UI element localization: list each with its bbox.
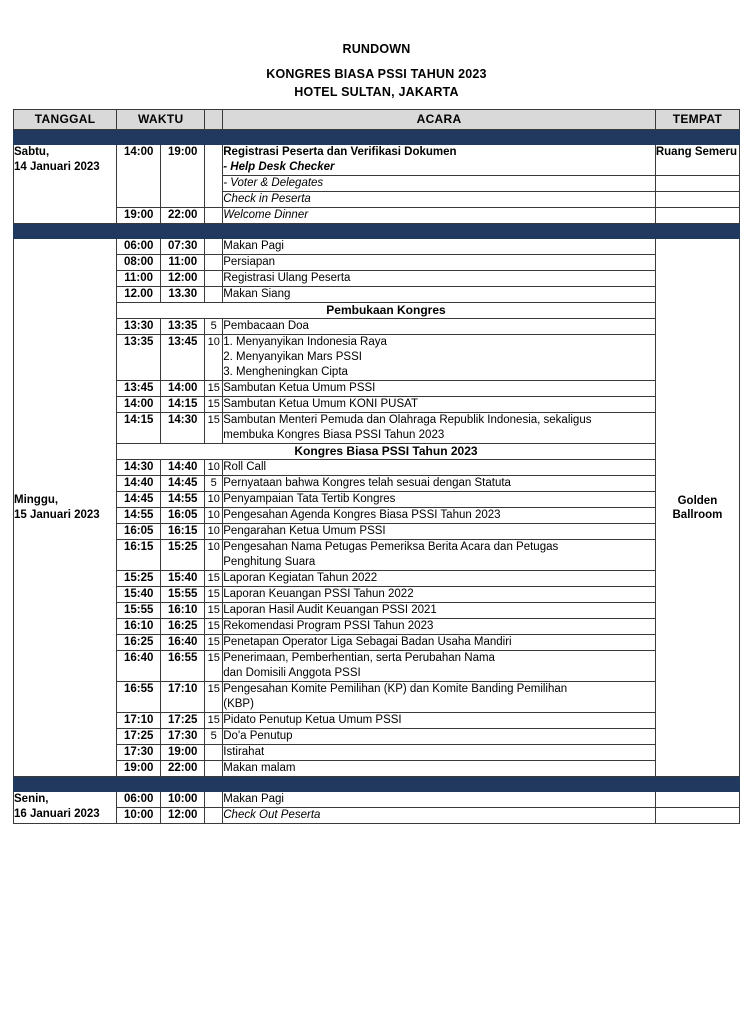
tempat-line-1: Golden (677, 494, 718, 507)
cell-tempat-senin (655, 792, 739, 808)
acara-extra-line: (KBP) (223, 698, 254, 710)
table-row (14, 729, 740, 745)
cell-duration (205, 208, 223, 224)
tanggal-line-2: 15 Januari 2023 (14, 508, 100, 521)
separator-row-before-minggu (14, 224, 740, 239)
cell-time-end: 14:00 (161, 381, 205, 397)
cell-time-start: 17:25 (117, 729, 161, 745)
cell-duration: 15 (205, 571, 223, 587)
cell-time-start: 15:25 (117, 571, 161, 587)
cell-acara: Laporan Kegiatan Tahun 2022 (223, 571, 656, 587)
cell-tempat-sabtu: Ruang Semeru (655, 145, 739, 176)
cell-time-start: 13:45 (117, 381, 161, 397)
cell-time-end: 17:25 (161, 713, 205, 729)
table-row (14, 208, 740, 224)
table-row (14, 682, 740, 713)
cell-duration: 10 (205, 460, 223, 476)
cell-duration: 5 (205, 729, 223, 745)
section-header: Pembukaan Kongres (117, 303, 656, 319)
cell-acara: Makan Pagi (223, 792, 656, 808)
cell-duration: 15 (205, 413, 223, 444)
cell-duration (205, 808, 223, 824)
table-row (14, 476, 740, 492)
cell-acara: Check Out Peserta (223, 808, 656, 824)
table-row (14, 792, 740, 808)
cell-acara: Pengarahan Ketua Umum PSSI (223, 524, 656, 540)
cell-time-end: 16:15 (161, 524, 205, 540)
cell-tempat-empty (655, 192, 739, 208)
cell-time-start: 17:30 (117, 745, 161, 761)
cell-time-end: 14:45 (161, 476, 205, 492)
cell-duration (205, 761, 223, 777)
cell-time-end: 14:15 (161, 397, 205, 413)
cell-acara: Penerimaan, Pemberhentian, serta Perubahan Nama dan Domisili Anggota PSSI (223, 651, 656, 682)
cell-duration (205, 255, 223, 271)
separator-bar (14, 130, 740, 145)
cell-time-start: 08:00 (117, 255, 161, 271)
cell-time-start: 17:10 (117, 713, 161, 729)
cell-time-end: 16:40 (161, 635, 205, 651)
cell-time-start: 16:55 (117, 682, 161, 713)
separator-bar (14, 224, 740, 239)
cell-time-end: 16:05 (161, 508, 205, 524)
table-row (14, 508, 740, 524)
section-header: Kongres Biasa PSSI Tahun 2023 (117, 444, 656, 460)
cell-time-end: 22:00 (161, 208, 205, 224)
cell-acara: Welcome Dinner (223, 208, 656, 224)
cell-acara: Registrasi Peserta dan Verifikasi Dokumen - Help Desk Checker (223, 145, 656, 176)
cell-acara: Makan Siang (223, 287, 656, 303)
cell-tanggal-sabtu (14, 145, 117, 224)
acara-subline: - Help Desk Checker (223, 161, 335, 173)
cell-time-start: 15:55 (117, 603, 161, 619)
table-row (14, 303, 740, 319)
rundown-table (13, 109, 740, 824)
cell-acara: Sambutan Ketua Umum PSSI (223, 381, 656, 397)
rundown-table-wrap (13, 109, 740, 824)
cell-duration: 5 (205, 319, 223, 335)
cell-acara: Persiapan (223, 255, 656, 271)
cell-acara: Sambutan Menteri Pemuda dan Olahraga Republik Indonesia, sekaligus membuka Kongres Biasa PSSI Tahun 2023 (223, 413, 656, 444)
tanggal-line-2: 14 Januari 2023 (14, 161, 100, 173)
cell-time-end: 11:00 (161, 255, 205, 271)
table-row (14, 713, 740, 729)
cell-duration: 10 (205, 540, 223, 571)
table-row (14, 603, 740, 619)
cell-acara: 1. Menyanyikan Indonesia Raya 2. Menyanyikan Mars PSSI 3. Mengheningkan Cipta (223, 335, 656, 381)
column-header-waktu: WAKTU (117, 110, 205, 130)
acara-extra-line: Penghitung Suara (223, 556, 316, 568)
cell-time-start: 06:00 (117, 239, 161, 255)
cell-duration: 10 (205, 335, 223, 381)
cell-time-end: 12:00 (161, 808, 205, 824)
column-header-tanggal: TANGGAL (14, 110, 117, 130)
cell-tempat-empty (655, 208, 739, 224)
table-row (14, 635, 740, 651)
table-row (14, 460, 740, 476)
table-row (14, 745, 740, 761)
cell-duration: 15 (205, 651, 223, 682)
cell-acara: Pengesahan Nama Petugas Pemeriksa Berita Acara dan Petugas Penghitung Suara (223, 540, 656, 571)
cell-time-end: 14:30 (161, 413, 205, 444)
table-body (14, 130, 740, 824)
cell-time-end: 10:00 (161, 792, 205, 808)
table-row (14, 319, 740, 335)
column-header-duration (205, 110, 223, 130)
table-row (14, 381, 740, 397)
cell-time-end: 07:30 (161, 239, 205, 255)
cell-time-start: 06:00 (117, 792, 161, 808)
cell-time-end: 12:00 (161, 271, 205, 287)
cell-time-start: 16:05 (117, 524, 161, 540)
cell-duration: 15 (205, 381, 223, 397)
cell-time-start: 15:40 (117, 587, 161, 603)
cell-acara: - Voter & Delegates (223, 176, 656, 192)
cell-duration: 15 (205, 635, 223, 651)
tanggal-line-1: Minggu, (14, 493, 59, 506)
cell-time-end: 14:40 (161, 460, 205, 476)
cell-tempat-empty (655, 176, 739, 192)
cell-time-end: 13:35 (161, 319, 205, 335)
table-row (14, 239, 740, 255)
acara-extra-line: 3. Mengheningkan Cipta (223, 366, 348, 378)
cell-duration: 15 (205, 397, 223, 413)
table-row (14, 492, 740, 508)
tanggal-line-1: Senin, (14, 793, 49, 805)
cell-time-start: 19:00 (117, 761, 161, 777)
cell-acara: Roll Call (223, 460, 656, 476)
cell-time-end: 13:45 (161, 335, 205, 381)
table-row (14, 444, 740, 460)
cell-duration (205, 287, 223, 303)
tempat-line-2: Ballroom (672, 508, 723, 521)
title-rundown: RUNDOWN (342, 42, 411, 56)
cell-acara: Makan Pagi (223, 239, 656, 255)
cell-duration: 10 (205, 508, 223, 524)
cell-acara: Pengesahan Komite Pemilihan (KP) dan Komite Banding Pemilihan (KBP) (223, 682, 656, 713)
table-row (14, 271, 740, 287)
cell-acara: Pidato Penutup Ketua Umum PSSI (223, 713, 656, 729)
cell-time-start: 16:40 (117, 651, 161, 682)
cell-acara: Laporan Keuangan PSSI Tahun 2022 (223, 587, 656, 603)
cell-time-start: 10:00 (117, 808, 161, 824)
cell-time-start: 19:00 (117, 208, 161, 224)
title-event: KONGRES BIASA PSSI TAHUN 2023 (266, 67, 487, 81)
cell-tanggal-senin (14, 792, 117, 824)
cell-time-start: 12.00 (117, 287, 161, 303)
cell-duration (205, 792, 223, 808)
separator-row-before-sabtu (14, 130, 740, 145)
cell-time-start: 14:45 (117, 492, 161, 508)
cell-time-end: 15:40 (161, 571, 205, 587)
cell-time-start: 14:40 (117, 476, 161, 492)
cell-time-start: 16:25 (117, 635, 161, 651)
cell-duration (205, 239, 223, 255)
cell-time-end: 16:25 (161, 619, 205, 635)
acara-extra-line: dan Domisili Anggota PSSI (223, 667, 361, 679)
cell-duration: 15 (205, 682, 223, 713)
cell-tanggal-minggu (14, 239, 117, 777)
table-head (14, 110, 740, 130)
acara-extra-line: membuka Kongres Biasa PSSI Tahun 2023 (223, 429, 445, 441)
cell-time-start: 14:15 (117, 413, 161, 444)
separator-row-before-senin (14, 777, 740, 792)
table-row (14, 587, 740, 603)
cell-time-end: 15:25 (161, 540, 205, 571)
cell-acara: Registrasi Ulang Peserta (223, 271, 656, 287)
cell-duration: 10 (205, 492, 223, 508)
cell-time-end: 22:00 (161, 761, 205, 777)
table-row (14, 145, 740, 176)
cell-acara: Rekomendasi Program PSSI Tahun 2023 (223, 619, 656, 635)
column-header-acara: ACARA (223, 110, 656, 130)
cell-time-end: 17:10 (161, 682, 205, 713)
cell-duration: 10 (205, 524, 223, 540)
acara-extra-line: 2. Menyanyikan Mars PSSI (223, 351, 362, 363)
cell-duration: 15 (205, 713, 223, 729)
cell-acara: Pernyataan bahwa Kongres telah sesuai dengan Statuta (223, 476, 656, 492)
cell-acara: Do'a Penutup (223, 729, 656, 745)
table-row (14, 287, 740, 303)
cell-acara: Laporan Hasil Audit Keuangan PSSI 2021 (223, 603, 656, 619)
table-row (14, 619, 740, 635)
cell-time-end: 14:55 (161, 492, 205, 508)
table-row (14, 524, 740, 540)
cell-tempat-empty (655, 808, 739, 824)
cell-duration (205, 745, 223, 761)
document-titles (0, 0, 753, 101)
cell-time-end: 17:30 (161, 729, 205, 745)
table-row (14, 571, 740, 587)
cell-acara: Pembacaan Doa (223, 319, 656, 335)
cell-acara: Istirahat (223, 745, 656, 761)
table-row (14, 335, 740, 381)
cell-time-start: 13:30 (117, 319, 161, 335)
cell-duration: 15 (205, 603, 223, 619)
cell-time-start: 16:10 (117, 619, 161, 635)
separator-bar (14, 777, 740, 792)
cell-acara: Check in Peserta (223, 192, 656, 208)
cell-duration: 5 (205, 476, 223, 492)
cell-time-end: 19:00 (161, 145, 205, 208)
table-row (14, 255, 740, 271)
cell-time-end: 15:55 (161, 587, 205, 603)
cell-time-start: 14:00 (117, 397, 161, 413)
cell-acara: Penetapan Operator Liga Sebagai Badan Usaha Mandiri (223, 635, 656, 651)
cell-duration: 15 (205, 587, 223, 603)
header-row (14, 110, 740, 130)
cell-time-end: 16:10 (161, 603, 205, 619)
column-header-tempat: TEMPAT (655, 110, 739, 130)
cell-tempat-minggu (655, 239, 739, 777)
title-venue: HOTEL SULTAN, JAKARTA (294, 85, 459, 99)
cell-time-start: 14:00 (117, 145, 161, 208)
cell-time-start: 14:55 (117, 508, 161, 524)
cell-acara: Pengesahan Agenda Kongres Biasa PSSI Tahun 2023 (223, 508, 656, 524)
cell-duration: 15 (205, 619, 223, 635)
cell-duration (205, 271, 223, 287)
tanggal-line-2: 16 Januari 2023 (14, 808, 100, 820)
cell-time-end: 13.30 (161, 287, 205, 303)
cell-time-start: 11:00 (117, 271, 161, 287)
cell-time-end: 16:55 (161, 651, 205, 682)
cell-duration (205, 145, 223, 208)
cell-acara: Penyampaian Tata Tertib Kongres (223, 492, 656, 508)
cell-acara: Sambutan Ketua Umum KONI PUSAT (223, 397, 656, 413)
table-row (14, 808, 740, 824)
table-row (14, 413, 740, 444)
cell-time-end: 19:00 (161, 745, 205, 761)
table-row (14, 651, 740, 682)
table-row (14, 761, 740, 777)
cell-acara: Makan malam (223, 761, 656, 777)
cell-time-start: 13:35 (117, 335, 161, 381)
cell-time-start: 16:15 (117, 540, 161, 571)
tanggal-line-1: Sabtu, (14, 146, 50, 158)
table-row (14, 397, 740, 413)
table-row (14, 540, 740, 571)
cell-time-start: 14:30 (117, 460, 161, 476)
